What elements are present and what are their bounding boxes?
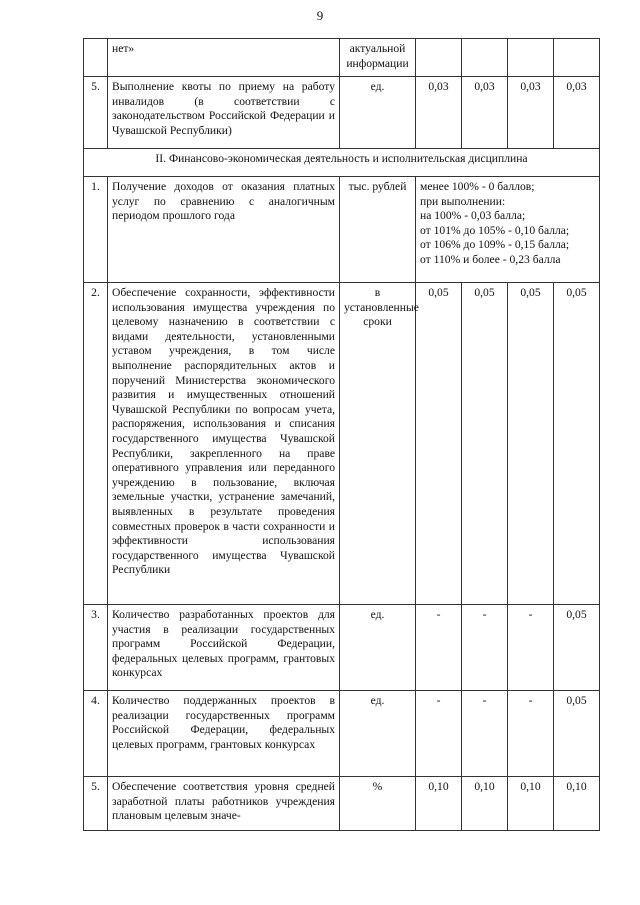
score-criteria [416, 177, 600, 283]
value-cell: 0,03 [508, 77, 554, 149]
value-cell: - [462, 691, 508, 777]
value-cell: 0,10 [416, 777, 462, 831]
criteria-line: от 106% до 109% - 0,15 балла; [420, 238, 570, 252]
value-cell [416, 39, 462, 77]
value-cell: 0,05 [462, 283, 508, 605]
indicator-name: Количество разработанных проектов для участия в реализации государственных программ Российской Федерации, федеральных целевых программ, грантовых конкурсах [108, 605, 340, 691]
indicator-name: Выполнение квоты по приему на работу инвалидов (в соответствии с законодательством Российской Федерации и Чувашской Республики) [108, 77, 340, 149]
criteria-table [83, 38, 600, 831]
section-title: II. Финансово-экономическая деятельность и исполнительская дисциплина [84, 149, 600, 177]
value-cell: 0,10 [462, 777, 508, 831]
table-row [84, 39, 600, 77]
row-number: 2. [84, 283, 108, 605]
row-number [84, 39, 108, 77]
value-cell: 0,03 [416, 77, 462, 149]
value-cell: 0,05 [554, 283, 600, 605]
unit-cell: ед. [340, 77, 416, 149]
value-cell: 0,05 [554, 691, 600, 777]
value-cell: - [508, 691, 554, 777]
criteria-line: от 101% до 105% - 0,10 балла; [420, 223, 570, 237]
value-cell: 0,05 [554, 605, 600, 691]
value-cell [554, 39, 600, 77]
value-cell: - [416, 691, 462, 777]
table-row [84, 605, 600, 691]
indicator-name: Получение доходов от оказания платных услуг по сравнению с аналогичным периодом прошлого года [108, 177, 340, 283]
indicator-name: нет» [108, 39, 340, 77]
indicator-name: Обеспечение соответствия уровня средней заработной платы работников учреждения плановым целевым значе- [108, 777, 340, 831]
value-cell: 0,05 [508, 283, 554, 605]
page-number: 9 [316, 8, 324, 23]
value-cell [508, 39, 554, 77]
value-cell: 0,03 [554, 77, 600, 149]
criteria-line: от 110% и более - 0,23 балла [420, 252, 561, 266]
criteria-line: на 100% - 0,03 балла; [420, 209, 526, 223]
table-row [84, 177, 600, 283]
criteria-line: менее 100% - 0 баллов; [420, 180, 535, 193]
unit-cell: в установленные сроки [340, 283, 416, 605]
value-cell: - [462, 605, 508, 691]
unit-cell: ед. [340, 691, 416, 777]
unit-cell: тыс. рублей [340, 177, 416, 283]
value-cell: 0,10 [508, 777, 554, 831]
row-number: 5. [84, 77, 108, 149]
table-row [84, 77, 600, 149]
row-number: 4. [84, 691, 108, 777]
indicator-name: Количество поддержанных проектов в реализации государственных программ Российской Федерации, федеральных целевых программ, грантовых конкурсах [108, 691, 340, 777]
row-number: 1. [84, 177, 108, 283]
table-row [84, 283, 600, 605]
value-cell: - [416, 605, 462, 691]
row-number: 5. [84, 777, 108, 831]
table-row [84, 691, 600, 777]
value-cell: 0,10 [554, 777, 600, 831]
section-row [84, 149, 600, 177]
unit-cell: ед. [340, 605, 416, 691]
row-number: 3. [84, 605, 108, 691]
unit-cell: % [340, 777, 416, 831]
value-cell: - [508, 605, 554, 691]
value-cell: 0,05 [416, 283, 462, 605]
unit-cell: актуальной информации [340, 39, 416, 77]
criteria-line: при выполнении: [420, 194, 506, 208]
indicator-name: Обеспечение сохранности, эффективности использования имущества учреждения по целевому назначению в соответствии с видами деятельности, установленными уставом учреждения, в том числе выполнение распорядительных актов и поручений Министерства экономического развития и имущественных отношений Чувашской Республики по вопросам учета, распоряжения, использования и списания государственного имущества Чувашской Республики, закрепленного на праве оперативного управления или переданного учреждению в пользование, включая земельные участки, устранение замечаний, выявленных в результате проведения совместных проверок в части сохранности и эффективности использования государственного имущества Чувашской Республики [108, 283, 340, 605]
value-cell [462, 39, 508, 77]
value-cell: 0,03 [462, 77, 508, 149]
table-row [84, 777, 600, 831]
